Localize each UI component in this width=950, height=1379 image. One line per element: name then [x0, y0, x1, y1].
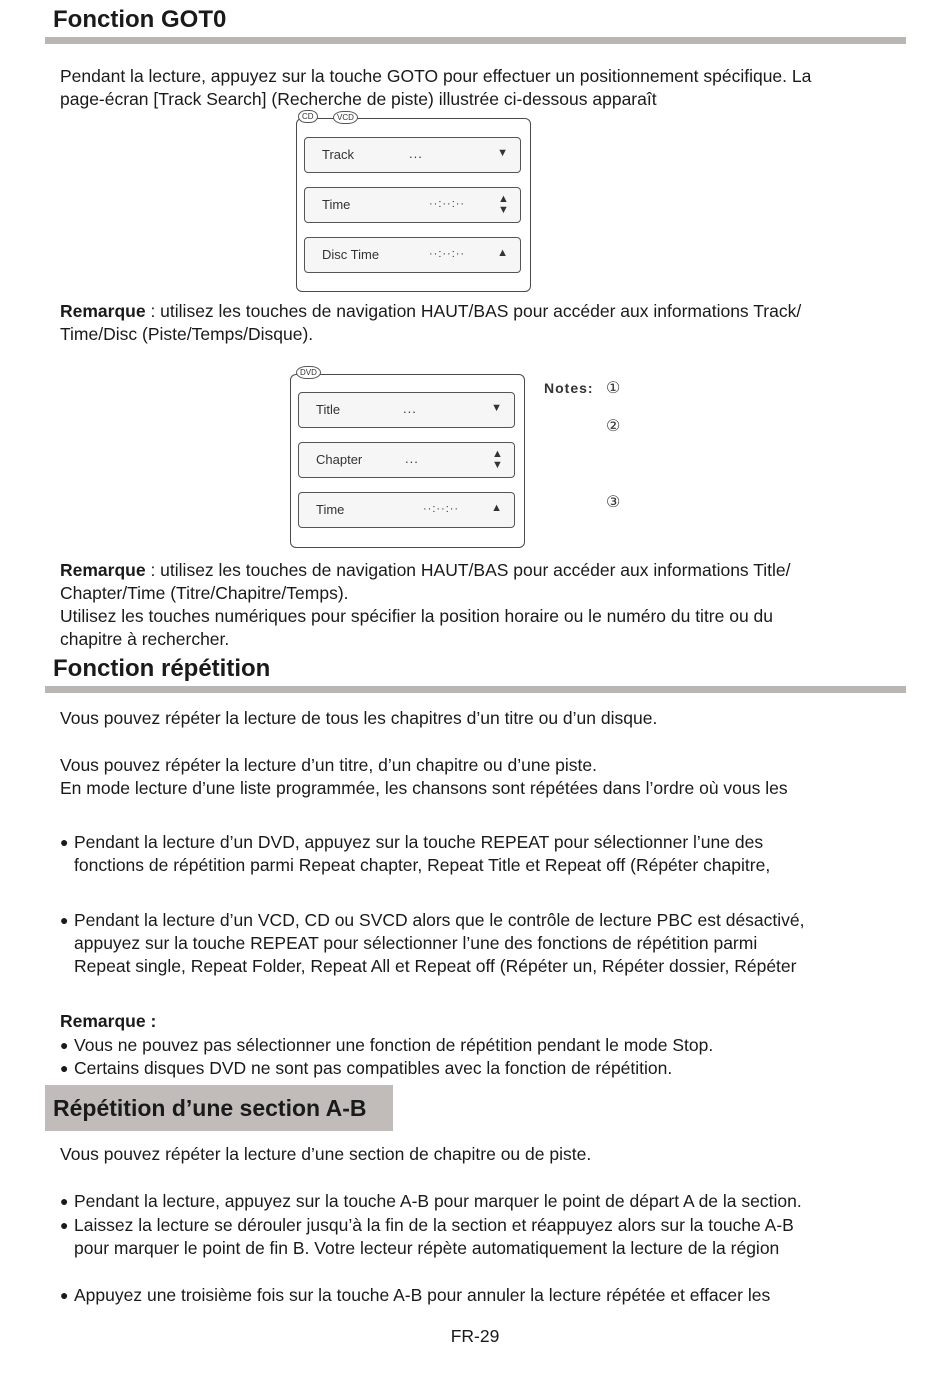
repeat-p1: Vous pouvez répéter la lecture de tous les chapitres d’un titre ou d’un disque.: [60, 708, 658, 728]
remark-text-line2: Chapter/Time (Titre/Chapitre/Temps).: [60, 583, 349, 603]
dvd-time-row: [298, 492, 515, 528]
heading-rule: [45, 37, 906, 44]
bullet-line3: Repeat single, Repeat Folder, Repeat All et Repeat off (Répéter un, Répéter dossier, Répéter: [74, 956, 797, 976]
bullet-line1: Pendant la lecture, appuyez sur la touche A-B pour marquer le point de départ A de la section.: [74, 1191, 802, 1211]
row-value: ...: [403, 401, 417, 416]
remark-text-line2: Time/Disc (Piste/Temps/Disque).: [60, 324, 314, 344]
row-label: Track: [322, 147, 355, 162]
row-value: ··:··:··: [429, 198, 466, 210]
remark-item-text: Certains disques DVD ne sont pas compatibles avec la fonction de répétition.: [74, 1058, 673, 1078]
row-label: Time: [322, 197, 351, 212]
row-label: Title: [316, 402, 341, 417]
row-label: Disc Time: [322, 247, 380, 262]
bullet-dot: ●: [60, 1193, 69, 1209]
time-row: [304, 187, 521, 223]
bullet-dot: ●: [60, 1037, 69, 1053]
down-arrow-icon: ▼: [497, 147, 508, 159]
row-value: ··:··:··: [423, 503, 460, 515]
row-label: Chapter: [316, 452, 363, 467]
ab-bullet-2: [60, 1214, 924, 1260]
dvd-search-panel: [290, 368, 525, 548]
notes-label: Notes:: [544, 380, 594, 396]
track-row: [304, 137, 521, 173]
cd-track-search-panel: [296, 112, 531, 292]
repeat-remark-item-1: [60, 1034, 924, 1057]
repeat-bullet-vcd: [60, 909, 924, 978]
row-value: ...: [409, 146, 423, 161]
ab-bullet-3: [60, 1284, 924, 1307]
bullet-dot: ●: [60, 1217, 69, 1233]
vcd-tag: VCD: [333, 111, 358, 124]
bullet-dot: ●: [60, 1287, 69, 1303]
remark-label: Remarque: [60, 301, 146, 321]
remark-text-line4: chapitre à rechercher.: [60, 629, 230, 649]
remark-text-line3: Utilisez les touches numériques pour spécifier la position horaire ou le numéro du titre ou du: [60, 606, 774, 626]
disc-time-row: [304, 237, 521, 273]
note-marker-1: ①: [606, 380, 621, 397]
note-marker-3: ③: [606, 494, 621, 511]
repeat-p2-line1: Vous pouvez répéter la lecture d’un titre, d’un chapitre ou d’une piste.: [60, 755, 598, 775]
repeat-p2-line2: En mode lecture d’une liste programmée, les chansons sont répétées dans l’ordre où vous les: [60, 778, 788, 798]
row-value: ··:··:··: [429, 248, 466, 260]
up-arrow-icon: ▲: [497, 247, 508, 259]
row-value: ...: [405, 451, 419, 466]
goto-remark-1: [60, 300, 910, 346]
remark-text: : utilisez les touches de navigation HAUT/BAS pour accéder aux informations Track/: [145, 301, 802, 321]
bullet-dot: ●: [60, 1060, 69, 1076]
chapter-row: [298, 442, 515, 478]
heading-rule: [45, 686, 906, 693]
remark-text: : utilisez les touches de navigation HAUT/BAS pour accéder aux informations Title/: [145, 560, 791, 580]
goto-intro-line1: Pendant la lecture, appuyez sur la touche GOTO pour effectuer un positionnement spécifique. La: [60, 66, 812, 86]
bullet-line2: pour marquer le point de fin B. Votre lecteur répète automatiquement la lecture de la région: [74, 1238, 780, 1258]
bullet-line1: Laissez la lecture se dérouler jusqu’à la fin de la section et réappuyez alors sur la touche A-B: [74, 1215, 794, 1235]
bullet-line1: Appuyez une troisième fois sur la touche A-B pour annuler la lecture répétée et effacer les: [74, 1285, 771, 1305]
page-number: FR-29: [450, 1326, 500, 1346]
title-row: [298, 392, 515, 428]
up-down-arrow-icon: ▲▼: [498, 193, 509, 216]
goto-intro: [60, 65, 910, 111]
row-label: Time: [316, 502, 345, 517]
section-heading-repeat: Fonction répétition: [53, 655, 271, 682]
up-down-arrow-icon: ▲▼: [492, 448, 503, 471]
remark-label: Remarque: [60, 560, 146, 580]
remark-item-text: Vous ne pouvez pas sélectionner une fonction de répétition pendant le mode Stop.: [74, 1035, 714, 1055]
bullet-line2: fonctions de répétition parmi Repeat chapter, Repeat Title et Repeat off (Répéter chapitre,: [74, 855, 771, 875]
up-arrow-icon: ▲: [491, 502, 502, 514]
repeat-bullet-dvd: [60, 831, 924, 877]
down-arrow-icon: ▼: [491, 402, 502, 414]
bullet-line2: appuyez sur la touche REPEAT pour sélectionner l’une des fonctions de répétition parmi: [74, 933, 758, 953]
repeat-remark-label: Remarque :: [60, 1011, 157, 1031]
bullet-dot: ●: [60, 834, 69, 850]
goto-remark-2: [60, 559, 910, 651]
repeat-p2: [60, 754, 910, 800]
cd-tag: CD: [298, 110, 318, 123]
ab-p1: Vous pouvez répéter la lecture d’une section de chapitre ou de piste.: [60, 1144, 592, 1164]
goto-intro-line2: page-écran [Track Search] (Recherche de piste) illustrée ci-dessous apparaît: [60, 89, 657, 109]
repeat-remark-item-2: [60, 1057, 924, 1080]
section-heading-goto: Fonction GOT0: [53, 6, 227, 33]
bullet-line1: Pendant la lecture d’un VCD, CD ou SVCD alors que le contrôle de lecture PBC est désactivé,: [74, 910, 805, 930]
bullet-line1: Pendant la lecture d’un DVD, appuyez sur la touche REPEAT pour sélectionner l’une des: [74, 832, 764, 852]
note-marker-2: ②: [606, 418, 621, 435]
bullet-dot: ●: [60, 912, 69, 928]
dvd-tag: DVD: [296, 366, 321, 379]
section-heading-ab: Répétition d’une section A-B: [53, 1095, 367, 1121]
ab-bullet-1: [60, 1190, 924, 1213]
